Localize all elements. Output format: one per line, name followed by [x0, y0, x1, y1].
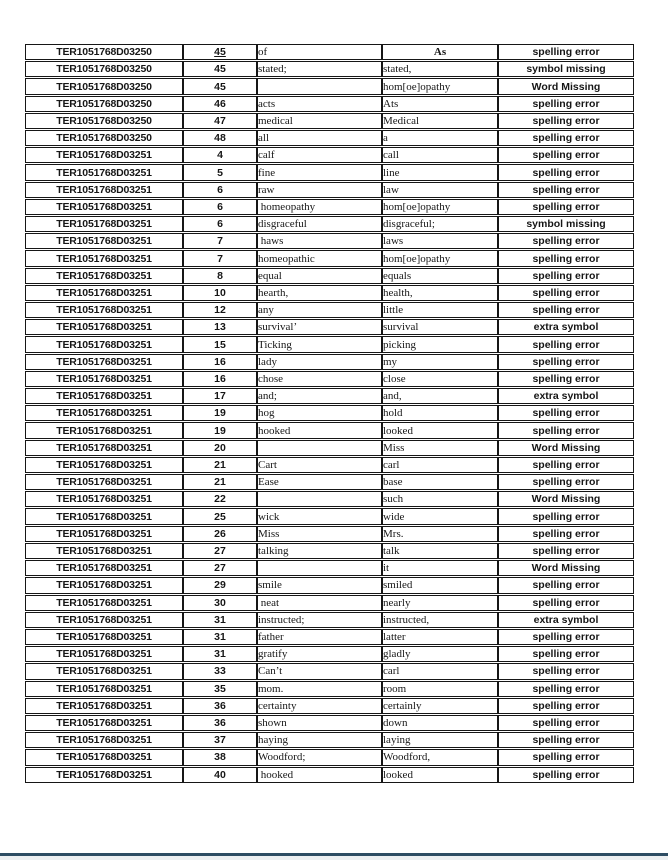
table-row — [25, 698, 634, 714]
cell-error-type: Word Missing — [498, 560, 634, 576]
table-row — [25, 663, 634, 679]
cell-word: mom. — [257, 681, 382, 697]
table-row — [25, 96, 634, 112]
cell-correction: laying — [382, 732, 498, 748]
cell-error-type: spelling error — [498, 113, 634, 129]
cell-correction: Medical — [382, 113, 498, 129]
cell-word: hooked — [257, 767, 382, 783]
cell-error-type: spelling error — [498, 474, 634, 490]
cell-document-id: TER1051768D03251 — [25, 543, 183, 559]
cell-correction: close — [382, 371, 498, 387]
cell-word: Miss — [257, 526, 382, 542]
cell-line-number: 31 — [183, 646, 257, 662]
table-row — [25, 61, 634, 77]
table-row — [25, 491, 634, 507]
cell-error-type: spelling error — [498, 164, 634, 180]
cell-error-type: spelling error — [498, 96, 634, 112]
cell-line-number: 25 — [183, 508, 257, 524]
cell-correction: such — [382, 491, 498, 507]
cell-correction: talk — [382, 543, 498, 559]
cell-word — [257, 491, 382, 507]
cell-document-id: TER1051768D03251 — [25, 474, 183, 490]
table-row — [25, 250, 634, 266]
cell-line-number: 47 — [183, 113, 257, 129]
table-row — [25, 526, 634, 542]
cell-error-type: spelling error — [498, 715, 634, 731]
cell-word: hearth, — [257, 285, 382, 301]
table-row — [25, 405, 634, 421]
table-row — [25, 302, 634, 318]
cell-word: any — [257, 302, 382, 318]
cell-error-type: spelling error — [498, 44, 634, 60]
cell-error-type: extra symbol — [498, 319, 634, 335]
cell-error-type: spelling error — [498, 577, 634, 593]
cell-correction: gladly — [382, 646, 498, 662]
cell-correction: smiled — [382, 577, 498, 593]
table-row — [25, 474, 634, 490]
table-row — [25, 388, 634, 404]
cell-error-type: spelling error — [498, 629, 634, 645]
cell-word: of — [257, 44, 382, 60]
cell-line-number: 16 — [183, 371, 257, 387]
cell-correction: Ats — [382, 96, 498, 112]
cell-word: lady — [257, 354, 382, 370]
cell-document-id: TER1051768D03251 — [25, 371, 183, 387]
error-table-body — [25, 44, 634, 783]
cell-word: Cart — [257, 457, 382, 473]
table-row — [25, 681, 634, 697]
cell-word: father — [257, 629, 382, 645]
cell-document-id: TER1051768D03251 — [25, 491, 183, 507]
cell-word: haying — [257, 732, 382, 748]
cell-word: raw — [257, 182, 382, 198]
cell-line-number: 26 — [183, 526, 257, 542]
page-bottom-margin — [0, 856, 668, 860]
cell-document-id: TER1051768D03251 — [25, 422, 183, 438]
cell-correction: hom[oe]opathy — [382, 250, 498, 266]
cell-document-id: TER1051768D03251 — [25, 199, 183, 215]
cell-document-id: TER1051768D03251 — [25, 560, 183, 576]
cell-error-type: spelling error — [498, 698, 634, 714]
cell-error-type: spelling error — [498, 302, 634, 318]
cell-error-type: spelling error — [498, 285, 634, 301]
cell-line-number: 16 — [183, 354, 257, 370]
cell-word: chose — [257, 371, 382, 387]
cell-error-type: extra symbol — [498, 612, 634, 628]
cell-word: Can’t — [257, 663, 382, 679]
table-row — [25, 354, 634, 370]
cell-line-number: 21 — [183, 474, 257, 490]
table-row — [25, 646, 634, 662]
cell-correction: hold — [382, 405, 498, 421]
table-row — [25, 182, 634, 198]
cell-correction: little — [382, 302, 498, 318]
table-row — [25, 164, 634, 180]
cell-document-id: TER1051768D03251 — [25, 233, 183, 249]
cell-error-type: Word Missing — [498, 491, 634, 507]
table-row — [25, 612, 634, 628]
cell-line-number: 20 — [183, 440, 257, 456]
cell-line-number: 40 — [183, 767, 257, 783]
cell-document-id: TER1051768D03251 — [25, 250, 183, 266]
cell-correction: nearly — [382, 595, 498, 611]
table-row — [25, 371, 634, 387]
table-row — [25, 543, 634, 559]
cell-document-id: TER1051768D03250 — [25, 78, 183, 94]
cell-document-id: TER1051768D03251 — [25, 319, 183, 335]
cell-correction: law — [382, 182, 498, 198]
cell-correction: my — [382, 354, 498, 370]
table-row — [25, 199, 634, 215]
cell-line-number: 7 — [183, 233, 257, 249]
cell-word: neat — [257, 595, 382, 611]
cell-line-number: 45 — [183, 61, 257, 77]
table-row — [25, 147, 634, 163]
cell-error-type: spelling error — [498, 595, 634, 611]
cell-error-type: spelling error — [498, 250, 634, 266]
cell-document-id: TER1051768D03251 — [25, 440, 183, 456]
cell-word: medical — [257, 113, 382, 129]
cell-error-type: symbol missing — [498, 216, 634, 232]
cell-correction: and, — [382, 388, 498, 404]
cell-correction: survival — [382, 319, 498, 335]
cell-word: hooked — [257, 422, 382, 438]
cell-error-type: symbol missing — [498, 61, 634, 77]
cell-correction: instructed, — [382, 612, 498, 628]
cell-correction: looked — [382, 767, 498, 783]
cell-correction: carl — [382, 663, 498, 679]
cell-correction: wide — [382, 508, 498, 524]
cell-document-id: TER1051768D03251 — [25, 732, 183, 748]
cell-line-number: 30 — [183, 595, 257, 611]
cell-line-number: 35 — [183, 681, 257, 697]
cell-word — [257, 440, 382, 456]
cell-correction: down — [382, 715, 498, 731]
cell-error-type: spelling error — [498, 681, 634, 697]
cell-line-number: 13 — [183, 319, 257, 335]
cell-correction: As — [382, 44, 498, 60]
cell-correction: base — [382, 474, 498, 490]
cell-word: and; — [257, 388, 382, 404]
cell-error-type: spelling error — [498, 732, 634, 748]
cell-correction: a — [382, 130, 498, 146]
table-row — [25, 44, 634, 60]
cell-line-number: 38 — [183, 749, 257, 765]
cell-line-number: 29 — [183, 577, 257, 593]
cell-line-number: 10 — [183, 285, 257, 301]
cell-correction: looked — [382, 422, 498, 438]
cell-correction: health, — [382, 285, 498, 301]
cell-document-id: TER1051768D03251 — [25, 336, 183, 352]
cell-word: all — [257, 130, 382, 146]
cell-line-number: 27 — [183, 560, 257, 576]
cell-correction: picking — [382, 336, 498, 352]
cell-document-id: TER1051768D03251 — [25, 577, 183, 593]
cell-document-id: TER1051768D03251 — [25, 354, 183, 370]
table-row — [25, 113, 634, 129]
cell-error-type: spelling error — [498, 147, 634, 163]
cell-error-type: spelling error — [498, 130, 634, 146]
cell-word: survival’ — [257, 319, 382, 335]
error-correction-table — [25, 43, 634, 784]
table-row — [25, 457, 634, 473]
cell-word: shown — [257, 715, 382, 731]
cell-document-id: TER1051768D03251 — [25, 612, 183, 628]
cell-line-number: 19 — [183, 405, 257, 421]
cell-word: fine — [257, 164, 382, 180]
cell-line-number: 21 — [183, 457, 257, 473]
cell-document-id: TER1051768D03250 — [25, 44, 183, 60]
table-row — [25, 767, 634, 783]
table-row — [25, 285, 634, 301]
cell-line-number: 31 — [183, 629, 257, 645]
cell-word: homeopathic — [257, 250, 382, 266]
cell-line-number: 22 — [183, 491, 257, 507]
cell-word: Woodford; — [257, 749, 382, 765]
cell-word: homeopathy — [257, 199, 382, 215]
cell-correction: Woodford, — [382, 749, 498, 765]
cell-error-type: spelling error — [498, 182, 634, 198]
table-row — [25, 577, 634, 593]
table-row — [25, 560, 634, 576]
cell-correction: carl — [382, 457, 498, 473]
cell-line-number: 46 — [183, 96, 257, 112]
cell-word: calf — [257, 147, 382, 163]
cell-word: talking — [257, 543, 382, 559]
table-row — [25, 78, 634, 94]
table-row — [25, 233, 634, 249]
cell-line-number: 5 — [183, 164, 257, 180]
cell-document-id: TER1051768D03251 — [25, 302, 183, 318]
cell-word: Ticking — [257, 336, 382, 352]
cell-document-id: TER1051768D03251 — [25, 216, 183, 232]
cell-line-number: 45 — [183, 44, 257, 60]
cell-error-type: extra symbol — [498, 388, 634, 404]
cell-line-number: 17 — [183, 388, 257, 404]
table-row — [25, 749, 634, 765]
cell-correction: room — [382, 681, 498, 697]
table-row — [25, 595, 634, 611]
cell-line-number: 8 — [183, 268, 257, 284]
cell-line-number: 45 — [183, 78, 257, 94]
cell-document-id: TER1051768D03251 — [25, 749, 183, 765]
cell-correction: certainly — [382, 698, 498, 714]
cell-line-number: 37 — [183, 732, 257, 748]
cell-correction: disgraceful; — [382, 216, 498, 232]
cell-word: disgraceful — [257, 216, 382, 232]
cell-document-id: TER1051768D03251 — [25, 681, 183, 697]
cell-word: instructed; — [257, 612, 382, 628]
table-row — [25, 440, 634, 456]
cell-line-number: 36 — [183, 698, 257, 714]
cell-word: acts — [257, 96, 382, 112]
table-row — [25, 715, 634, 731]
cell-line-number: 6 — [183, 182, 257, 198]
cell-error-type: spelling error — [498, 767, 634, 783]
cell-correction: hom[oe]opathy — [382, 78, 498, 94]
cell-word: certainty — [257, 698, 382, 714]
cell-correction: stated, — [382, 61, 498, 77]
cell-word — [257, 78, 382, 94]
cell-line-number: 31 — [183, 612, 257, 628]
cell-document-id: TER1051768D03251 — [25, 629, 183, 645]
cell-line-number: 33 — [183, 663, 257, 679]
cell-word — [257, 560, 382, 576]
cell-correction: laws — [382, 233, 498, 249]
cell-line-number: 19 — [183, 422, 257, 438]
table-row — [25, 422, 634, 438]
cell-document-id: TER1051768D03251 — [25, 663, 183, 679]
cell-word: Ease — [257, 474, 382, 490]
cell-word: hog — [257, 405, 382, 421]
cell-document-id: TER1051768D03250 — [25, 61, 183, 77]
cell-document-id: TER1051768D03251 — [25, 388, 183, 404]
table-row — [25, 130, 634, 146]
cell-correction: latter — [382, 629, 498, 645]
cell-error-type: spelling error — [498, 646, 634, 662]
cell-error-type: spelling error — [498, 336, 634, 352]
table-row — [25, 268, 634, 284]
cell-word: haws — [257, 233, 382, 249]
cell-error-type: spelling error — [498, 749, 634, 765]
cell-line-number: 15 — [183, 336, 257, 352]
cell-document-id: TER1051768D03250 — [25, 113, 183, 129]
cell-document-id: TER1051768D03251 — [25, 147, 183, 163]
cell-document-id: TER1051768D03251 — [25, 698, 183, 714]
cell-line-number: 6 — [183, 199, 257, 215]
cell-document-id: TER1051768D03251 — [25, 646, 183, 662]
cell-line-number: 48 — [183, 130, 257, 146]
cell-correction: line — [382, 164, 498, 180]
table-row — [25, 732, 634, 748]
cell-correction: it — [382, 560, 498, 576]
cell-error-type: spelling error — [498, 354, 634, 370]
table-row — [25, 508, 634, 524]
cell-correction: equals — [382, 268, 498, 284]
cell-correction: Mrs. — [382, 526, 498, 542]
cell-line-number: 27 — [183, 543, 257, 559]
table-row — [25, 629, 634, 645]
cell-correction: Miss — [382, 440, 498, 456]
cell-correction: hom[oe]opathy — [382, 199, 498, 215]
cell-document-id: TER1051768D03251 — [25, 405, 183, 421]
cell-document-id: TER1051768D03251 — [25, 526, 183, 542]
cell-document-id: TER1051768D03251 — [25, 285, 183, 301]
cell-word: wick — [257, 508, 382, 524]
cell-error-type: spelling error — [498, 199, 634, 215]
cell-error-type: spelling error — [498, 233, 634, 249]
cell-error-type: spelling error — [498, 508, 634, 524]
cell-error-type: Word Missing — [498, 78, 634, 94]
cell-line-number: 12 — [183, 302, 257, 318]
cell-document-id: TER1051768D03250 — [25, 96, 183, 112]
cell-document-id: TER1051768D03251 — [25, 164, 183, 180]
cell-document-id: TER1051768D03251 — [25, 268, 183, 284]
cell-error-type: spelling error — [498, 268, 634, 284]
cell-document-id: TER1051768D03251 — [25, 508, 183, 524]
cell-word: equal — [257, 268, 382, 284]
cell-word: smile — [257, 577, 382, 593]
cell-line-number: 6 — [183, 216, 257, 232]
cell-line-number: 4 — [183, 147, 257, 163]
cell-error-type: spelling error — [498, 405, 634, 421]
cell-error-type: spelling error — [498, 371, 634, 387]
table-row — [25, 319, 634, 335]
cell-document-id: TER1051768D03251 — [25, 767, 183, 783]
cell-error-type: spelling error — [498, 422, 634, 438]
cell-word: stated; — [257, 61, 382, 77]
cell-error-type: spelling error — [498, 543, 634, 559]
cell-word: gratify — [257, 646, 382, 662]
cell-error-type: spelling error — [498, 457, 634, 473]
cell-correction: call — [382, 147, 498, 163]
cell-document-id: TER1051768D03251 — [25, 715, 183, 731]
cell-document-id: TER1051768D03251 — [25, 595, 183, 611]
table-row — [25, 336, 634, 352]
cell-error-type: spelling error — [498, 663, 634, 679]
cell-error-type: spelling error — [498, 526, 634, 542]
cell-error-type: Word Missing — [498, 440, 634, 456]
cell-document-id: TER1051768D03251 — [25, 457, 183, 473]
cell-document-id: TER1051768D03251 — [25, 182, 183, 198]
cell-line-number: 7 — [183, 250, 257, 266]
table-row — [25, 216, 634, 232]
cell-document-id: TER1051768D03250 — [25, 130, 183, 146]
cell-line-number: 36 — [183, 715, 257, 731]
